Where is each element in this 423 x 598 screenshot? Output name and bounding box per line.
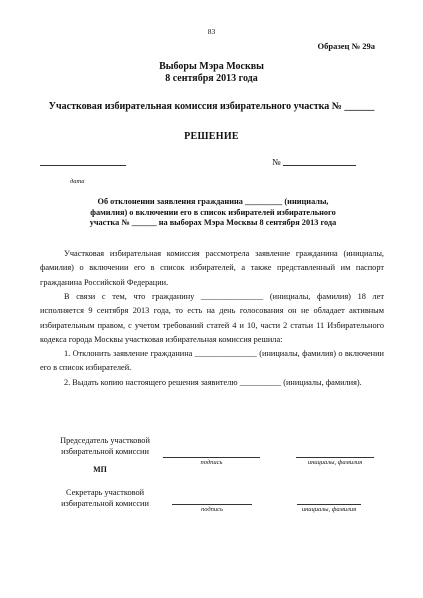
- chair-label: Председатель участковой избирательной комиссии: [60, 436, 150, 456]
- paragraph-1-text: Участковая избирательная комиссия рассмотрела заявление гражданина (инициалы, фамилия) о включении его в список избирателей, а также представленный им паспорт гражданина Российской Федерации.: [40, 249, 384, 287]
- secretary-label: Секретарь участковой избирательной комиссии: [61, 488, 149, 508]
- secretary-signature-caption: подпись: [200, 506, 224, 513]
- commission-heading: Участковая избирательная комиссия избирательного участка № ______: [48, 101, 375, 112]
- paragraph-2: [40, 290, 384, 347]
- chair-signature-line: [163, 457, 260, 458]
- chair-signature-caption: подпись: [200, 459, 223, 466]
- stamp-label: МП: [93, 465, 107, 474]
- date-caption: дата: [70, 178, 85, 185]
- number-line: [283, 165, 356, 166]
- secretary-name-line: [297, 504, 361, 505]
- paragraph-4-text: 2. Выдать копию настоящего решения заявителю __________ (инициалы, фамилия).: [64, 378, 362, 387]
- election-title: Выборы Мэра Москвы: [159, 61, 264, 72]
- page-number: 83: [207, 27, 216, 36]
- date-line: [40, 165, 126, 166]
- election-date: 8 сентября 2013 года: [165, 73, 258, 84]
- paragraph-3: [40, 347, 384, 376]
- number-label: №: [272, 157, 281, 167]
- paragraph-3-text: 1. Отклонить заявление гражданина _______________ (инициалы, фамилия) о включении его в список избирателей.: [40, 349, 384, 373]
- secretary-signature-line: [172, 504, 252, 505]
- chair-name-line: [296, 457, 374, 458]
- sample-label: Образец № 29а: [317, 41, 375, 51]
- paragraph-4: [40, 376, 384, 390]
- paragraph-1: [40, 247, 384, 290]
- secretary-name-caption: инициалы, фамилия: [301, 506, 357, 513]
- paragraph-2-text: В связи с тем, что гражданину _______________ (инициалы, фамилия) 18 лет исполняется 9 сентября 2013 года, то есть на день голосования он не обладает активным избирательным правом, с учетом требований статей 4 и 10, части 2 статьи 11 Избирательного кодекса города Москвы участковая избирательная комиссия решила:: [40, 292, 384, 344]
- decision-subject: Об отклонении заявления гражданина _________ (инициалы, фамилия) о включении его в список избирателей избирательного участка № ______ на выборах Мэра Москвы 8 сентября 2013 года: [89, 197, 337, 227]
- chair-name-caption: инициалы, фамилия: [307, 459, 363, 466]
- decision-heading: РЕШЕНИЕ: [184, 131, 239, 142]
